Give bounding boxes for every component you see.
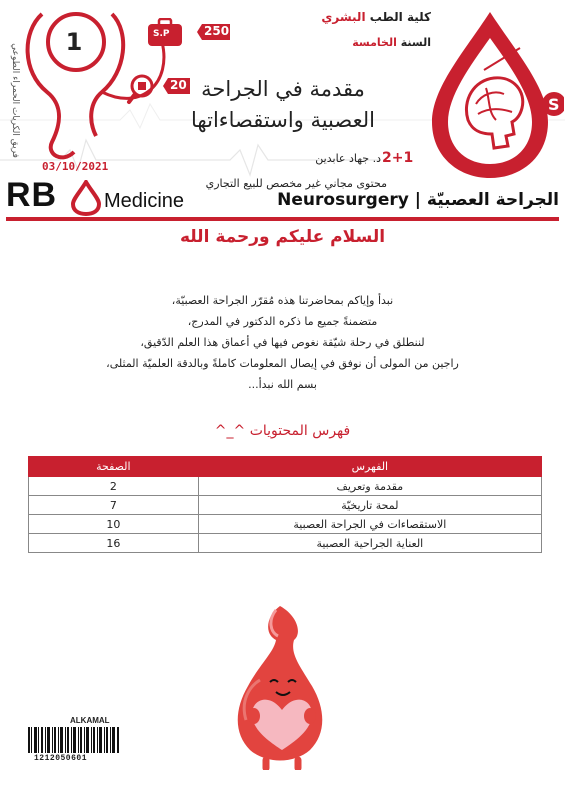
barcode-label: ALKAMAL bbox=[70, 716, 110, 725]
toc-heading: فهرس المحتويات ^_^ bbox=[214, 423, 351, 439]
table-row bbox=[29, 496, 542, 515]
toc-page-cell: 16 bbox=[29, 534, 199, 553]
greeting: السلام عليكم ورحمة الله bbox=[179, 227, 386, 247]
intro-line: لننطلق في رحلة شيّقة نغوص فيها في أعماق هذا العلم الدّقيق، bbox=[140, 336, 425, 349]
lecture-number: 1 bbox=[65, 28, 83, 56]
blood-drop-brain-logo bbox=[416, 4, 564, 184]
logo-word: Medicine bbox=[104, 190, 185, 212]
toc-title-cell: العناية الجراحية العصبية bbox=[198, 534, 541, 553]
edition-badge: 2+1 bbox=[382, 150, 414, 166]
toc-header-row bbox=[29, 457, 542, 477]
faculty-prefix: كلية الطب bbox=[369, 10, 431, 24]
toc-page-cell: 7 bbox=[29, 496, 199, 515]
lecture-title bbox=[153, 74, 413, 136]
table-row bbox=[29, 534, 542, 553]
table-row bbox=[29, 515, 542, 534]
intro-line: بسم الله نبدأ... bbox=[248, 378, 317, 391]
faculty-label bbox=[321, 10, 431, 24]
header-divider bbox=[6, 217, 559, 221]
lecture-date: 03/10/2021 bbox=[42, 160, 109, 173]
table-row bbox=[29, 477, 542, 496]
barcode bbox=[28, 727, 120, 753]
free-content-note: محتوى مجاني غير مخصص للبيع التجاري bbox=[205, 177, 387, 190]
team-name-vertical: فريق الكريات الحمراء الطوعي bbox=[10, 43, 20, 158]
intro-paragraph bbox=[0, 290, 565, 395]
svg-text:S: S bbox=[548, 95, 560, 114]
toc-title-cell: مقدمة وتعريف bbox=[198, 477, 541, 496]
price-value: 20 bbox=[170, 78, 187, 92]
toc-header-title: الفهرس bbox=[198, 457, 541, 477]
toc-title-cell: لمحة تاريخيّة bbox=[198, 496, 541, 515]
logo-initials: RB bbox=[6, 176, 58, 214]
toc-table bbox=[28, 456, 542, 553]
toc-page-cell: 10 bbox=[29, 515, 199, 534]
toc-page-cell: 2 bbox=[29, 477, 199, 496]
lecture-title-line-1: مقدمة في الجراحة bbox=[201, 77, 365, 101]
sp-value: 250 bbox=[204, 24, 230, 38]
toc-header-page: الصفحة bbox=[29, 457, 199, 477]
year-accent: الخامسة bbox=[352, 36, 397, 49]
toc-title-cell: الاستقصاءات في الجراحة العصبية bbox=[198, 515, 541, 534]
barcode-number: 1212050601 bbox=[34, 754, 88, 763]
doctor-name: د. جهاد عابدين bbox=[315, 152, 381, 165]
blood-drop-mascot bbox=[210, 600, 350, 770]
faculty-accent: البشري bbox=[321, 10, 366, 24]
lecture-title-line-2: العصبية واستقصاءاتها bbox=[191, 108, 375, 132]
sp-badge-label: S.P bbox=[153, 29, 170, 39]
logo-drop-icon bbox=[70, 180, 102, 216]
intro-line: راجين من المولى أن نوفق في إيصال المعلومات كاملةً وبالدقة العلميّة المثلى، bbox=[106, 357, 459, 370]
intro-line: نبدأ وإياكم بمحاضرتنا هذه مُقرّر الجراحة العصبيّة، bbox=[171, 294, 394, 307]
subject-title: الجراحة العصبيّة | Neurosurgery bbox=[277, 190, 559, 210]
intro-line: متضمنةً جميع ما ذكره الدكتور في المدرج، bbox=[187, 315, 378, 328]
year-prefix: السنة bbox=[400, 36, 431, 49]
